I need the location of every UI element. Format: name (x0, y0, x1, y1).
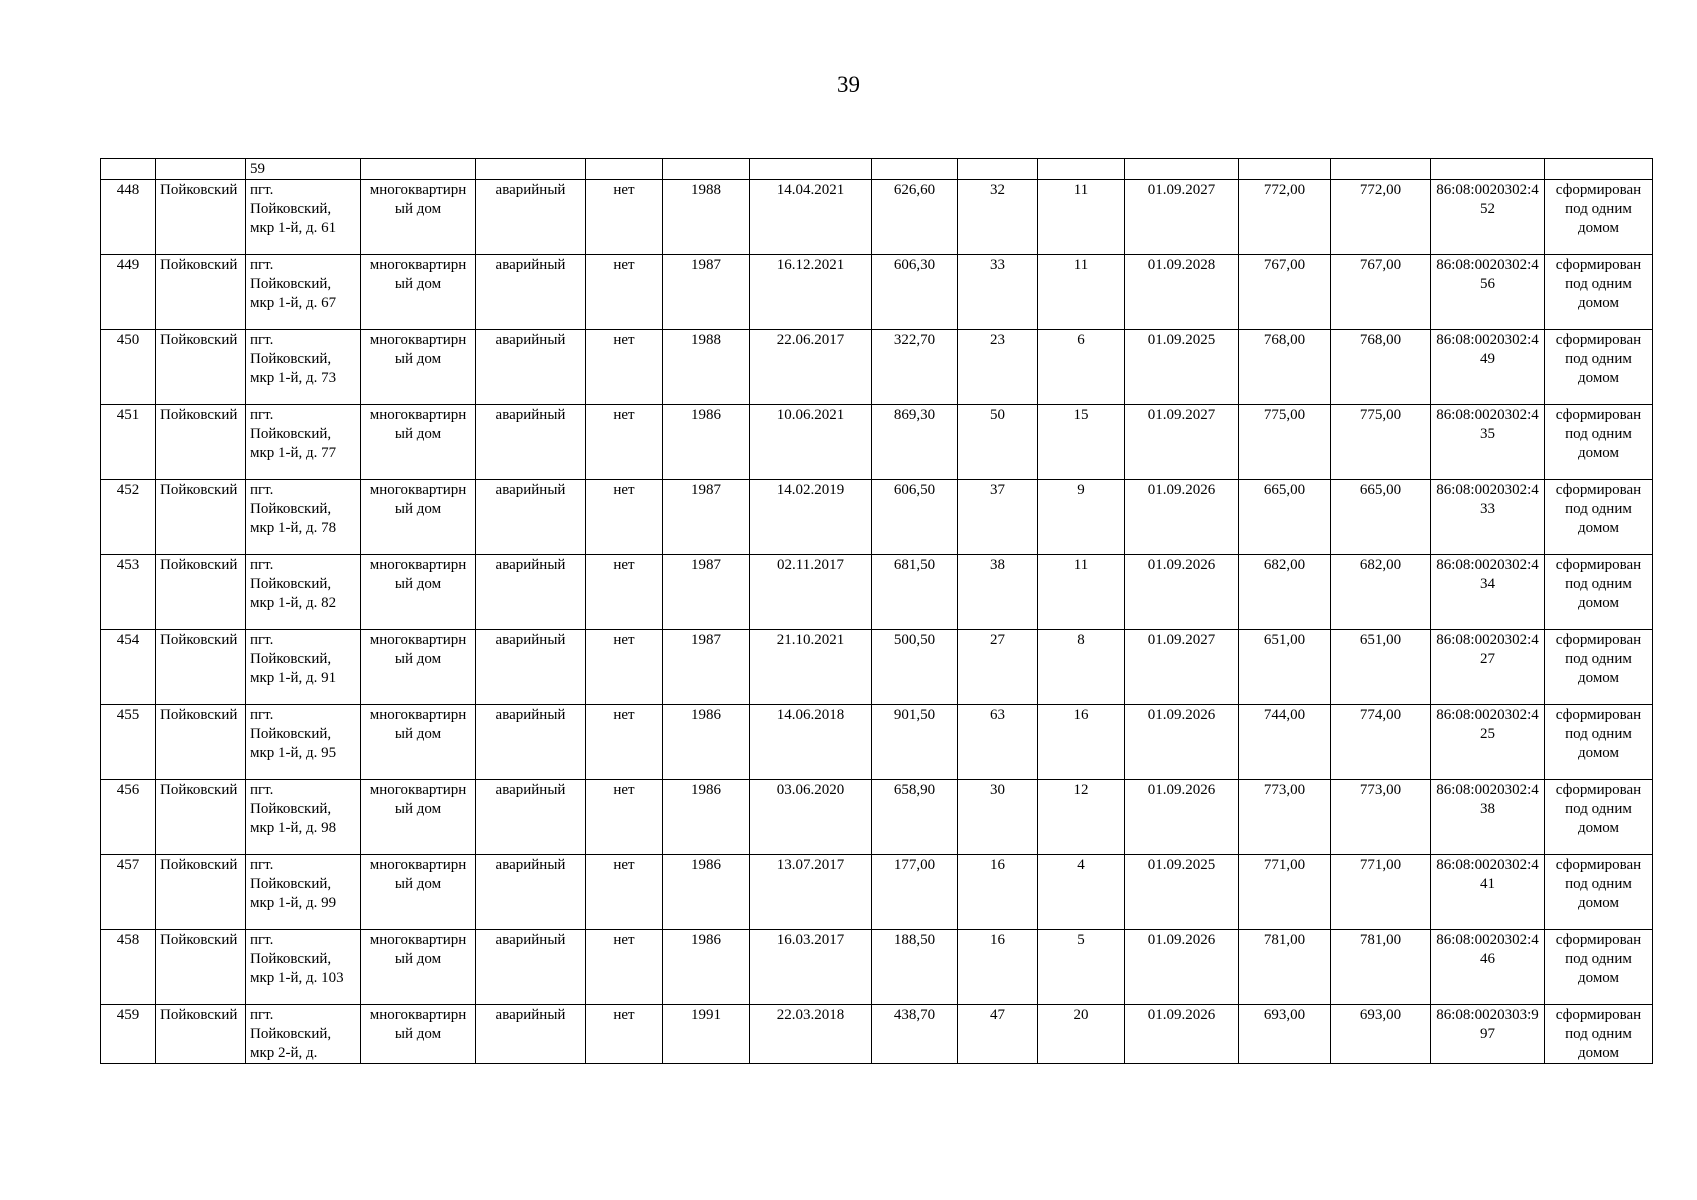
cost-cell-1: 767,00 (1239, 255, 1331, 330)
address-cell: пгт. Пойковский, мкр 1-й, д. 61 (246, 180, 361, 255)
row-number-cell: 458 (101, 930, 156, 1005)
settlement-cell: Пойковский (156, 180, 246, 255)
year-cell: 1987 (663, 555, 750, 630)
date-cell: 22.03.2018 (750, 1005, 872, 1064)
apartments-cell: 16 (1038, 705, 1125, 780)
table-row (101, 480, 1653, 555)
row-number-cell: 456 (101, 780, 156, 855)
cost-cell-1: 773,00 (1239, 780, 1331, 855)
apartments-cell: 5 (1038, 930, 1125, 1005)
building-type-cell: многоквартирный дом (361, 780, 476, 855)
residents-cell: 63 (958, 705, 1038, 780)
settlement-cell: Пойковский (156, 780, 246, 855)
cost-cell-1: 781,00 (1239, 930, 1331, 1005)
cadastral-number-cell: 86:08:0020302:433 (1431, 480, 1545, 555)
flag-cell: нет (586, 555, 663, 630)
building-type-cell: многоквартирный дом (361, 405, 476, 480)
year-cell: 1987 (663, 480, 750, 555)
flag-cell: нет (586, 1005, 663, 1064)
table-row (101, 405, 1653, 480)
page-number: 39 (837, 72, 860, 97)
table-row (101, 930, 1653, 1005)
land-plot-note-cell: сформирован под одним домом (1545, 1005, 1653, 1064)
table-row (101, 780, 1653, 855)
row-number-cell: 448 (101, 180, 156, 255)
status-cell: аварийный (476, 405, 586, 480)
cadastral-number-cell: 86:08:0020302:446 (1431, 930, 1545, 1005)
cadastral-number-cell: 86:08:0020302:427 (1431, 630, 1545, 705)
flag-cell: нет (586, 705, 663, 780)
cost-cell-2: 774,00 (1331, 705, 1431, 780)
row-number-cell: 450 (101, 330, 156, 405)
year-cell: 1986 (663, 780, 750, 855)
apartments-cell: 15 (1038, 405, 1125, 480)
address-cell: пгт. Пойковский, мкр 1-й, д. 95 (246, 705, 361, 780)
row-number-cell: 454 (101, 630, 156, 705)
cost-cell-2: 767,00 (1331, 255, 1431, 330)
table-row (101, 330, 1653, 405)
housing-registry-table (100, 158, 1653, 1064)
land-plot-note-cell: сформирован под одним домом (1545, 705, 1653, 780)
cost-cell-2: 682,00 (1331, 555, 1431, 630)
year-cell: 1991 (663, 1005, 750, 1064)
status-cell: аварийный (476, 780, 586, 855)
residents-cell: 47 (958, 1005, 1038, 1064)
date-cell: 10.06.2021 (750, 405, 872, 480)
deadline-cell: 01.09.2026 (1125, 1005, 1239, 1064)
deadline-cell: 01.09.2025 (1125, 330, 1239, 405)
land-plot-note-cell: сформирован под одним домом (1545, 855, 1653, 930)
date-cell: 16.12.2021 (750, 255, 872, 330)
address-cell: пгт. Пойковский, мкр 1-й, д. 78 (246, 480, 361, 555)
settlement-cell: Пойковский (156, 330, 246, 405)
cost-cell-1: 768,00 (1239, 330, 1331, 405)
status-cell: аварийный (476, 930, 586, 1005)
flag-cell: нет (586, 630, 663, 705)
land-plot-note-cell: сформирован под одним домом (1545, 930, 1653, 1005)
land-plot-note-cell: сформирован под одним домом (1545, 405, 1653, 480)
settlement-cell: Пойковский (156, 405, 246, 480)
cadastral-number-cell: 86:08:0020302:441 (1431, 855, 1545, 930)
cost-cell-2: 771,00 (1331, 855, 1431, 930)
cadastral-number-cell: 86:08:0020302:435 (1431, 405, 1545, 480)
apartments-cell: 11 (1038, 555, 1125, 630)
date-cell: 14.04.2021 (750, 180, 872, 255)
cost-cell-2: 781,00 (1331, 930, 1431, 1005)
table-row (101, 705, 1653, 780)
cost-cell-2: 693,00 (1331, 1005, 1431, 1064)
area-cell: 606,50 (872, 480, 958, 555)
deadline-cell: 01.09.2026 (1125, 780, 1239, 855)
table-row (101, 555, 1653, 630)
cost-cell-1: 682,00 (1239, 555, 1331, 630)
apartments-cell: 20 (1038, 1005, 1125, 1064)
cadastral-number-cell: 86:08:0020303:997 (1431, 1005, 1545, 1064)
cost-cell-2: 775,00 (1331, 405, 1431, 480)
cadastral-number-cell: 86:08:0020302:425 (1431, 705, 1545, 780)
building-type-cell: многоквартирный дом (361, 1005, 476, 1064)
address-cell: пгт. Пойковский, мкр 2-й, д. (246, 1005, 361, 1064)
cadastral-number-cell: 86:08:0020302:456 (1431, 255, 1545, 330)
residents-cell: 38 (958, 555, 1038, 630)
apartments-cell: 6 (1038, 330, 1125, 405)
status-cell: аварийный (476, 1005, 586, 1064)
row-number-cell: 453 (101, 555, 156, 630)
deadline-cell: 01.09.2026 (1125, 930, 1239, 1005)
flag-cell: нет (586, 180, 663, 255)
building-type-cell: многоквартирный дом (361, 180, 476, 255)
settlement-cell: Пойковский (156, 705, 246, 780)
cost-cell-2: 665,00 (1331, 480, 1431, 555)
apartments-cell: 11 (1038, 180, 1125, 255)
status-cell: аварийный (476, 255, 586, 330)
deadline-cell: 01.09.2028 (1125, 255, 1239, 330)
area-cell: 322,70 (872, 330, 958, 405)
apartments-cell: 8 (1038, 630, 1125, 705)
date-cell: 16.03.2017 (750, 930, 872, 1005)
flag-cell: нет (586, 780, 663, 855)
building-type-cell: многоквартирный дом (361, 480, 476, 555)
building-type-cell: многоквартирный дом (361, 255, 476, 330)
cadastral-number-cell: 86:08:0020302:452 (1431, 180, 1545, 255)
settlement-cell: Пойковский (156, 855, 246, 930)
cost-cell-1: 693,00 (1239, 1005, 1331, 1064)
row-number-cell: 452 (101, 480, 156, 555)
year-cell: 1986 (663, 855, 750, 930)
row-number-cell: 455 (101, 705, 156, 780)
area-cell: 177,00 (872, 855, 958, 930)
residents-cell: 30 (958, 780, 1038, 855)
residents-cell: 27 (958, 630, 1038, 705)
cost-cell-1: 651,00 (1239, 630, 1331, 705)
flag-cell: нет (586, 480, 663, 555)
area-cell: 606,30 (872, 255, 958, 330)
cost-cell-1: 771,00 (1239, 855, 1331, 930)
table-row (101, 855, 1653, 930)
land-plot-note-cell: сформирован под одним домом (1545, 780, 1653, 855)
building-type-cell: многоквартирный дом (361, 705, 476, 780)
date-cell: 03.06.2020 (750, 780, 872, 855)
date-cell: 14.02.2019 (750, 480, 872, 555)
apartments-cell: 11 (1038, 255, 1125, 330)
address-cell: пгт. Пойковский, мкр 1-й, д. 99 (246, 855, 361, 930)
area-cell: 901,50 (872, 705, 958, 780)
land-plot-note-cell: сформирован под одним домом (1545, 255, 1653, 330)
address-cell: пгт. Пойковский, мкр 1-й, д. 91 (246, 630, 361, 705)
apartments-cell: 12 (1038, 780, 1125, 855)
date-cell: 02.11.2017 (750, 555, 872, 630)
land-plot-note-cell: сформирован под одним домом (1545, 555, 1653, 630)
land-plot-note-cell: сформирован под одним домом (1545, 180, 1653, 255)
flag-cell: нет (586, 405, 663, 480)
land-plot-note-cell: сформирован под одним домом (1545, 630, 1653, 705)
address-cell: пгт. Пойковский, мкр 1-й, д. 67 (246, 255, 361, 330)
year-cell: 1986 (663, 705, 750, 780)
year-cell: 1988 (663, 180, 750, 255)
land-plot-note-cell: сформирован под одним домом (1545, 330, 1653, 405)
area-cell: 658,90 (872, 780, 958, 855)
residents-cell: 37 (958, 480, 1038, 555)
apartments-cell: 4 (1038, 855, 1125, 930)
deadline-cell: 01.09.2026 (1125, 555, 1239, 630)
residents-cell: 23 (958, 330, 1038, 405)
cost-cell-2: 768,00 (1331, 330, 1431, 405)
settlement-cell: Пойковский (156, 255, 246, 330)
status-cell: аварийный (476, 555, 586, 630)
table-row (101, 180, 1653, 255)
residents-cell: 33 (958, 255, 1038, 330)
building-type-cell: многоквартирный дом (361, 630, 476, 705)
address-cell: пгт. Пойковский, мкр 1-й, д. 77 (246, 405, 361, 480)
cost-cell-2: 772,00 (1331, 180, 1431, 255)
year-cell: 1986 (663, 930, 750, 1005)
cadastral-number-cell: 86:08:0020302:438 (1431, 780, 1545, 855)
address-cell: пгт. Пойковский, мкр 1-й, д. 103 (246, 930, 361, 1005)
row-number-cell: 459 (101, 1005, 156, 1064)
continuation-row (101, 159, 1653, 180)
deadline-cell: 01.09.2026 (1125, 480, 1239, 555)
date-cell: 13.07.2017 (750, 855, 872, 930)
area-cell: 438,70 (872, 1005, 958, 1064)
settlement-cell: Пойковский (156, 930, 246, 1005)
land-plot-note-cell: сформирован под одним домом (1545, 480, 1653, 555)
table-row (101, 1005, 1653, 1064)
residents-cell: 32 (958, 180, 1038, 255)
status-cell: аварийный (476, 855, 586, 930)
building-type-cell: многоквартирный дом (361, 855, 476, 930)
area-cell: 681,50 (872, 555, 958, 630)
deadline-cell: 01.09.2026 (1125, 705, 1239, 780)
building-type-cell: многоквартирный дом (361, 930, 476, 1005)
cost-cell-2: 651,00 (1331, 630, 1431, 705)
deadline-cell: 01.09.2025 (1125, 855, 1239, 930)
address-cell: пгт. Пойковский, мкр 1-й, д. 82 (246, 555, 361, 630)
row-number-cell: 451 (101, 405, 156, 480)
cost-cell-1: 772,00 (1239, 180, 1331, 255)
year-cell: 1987 (663, 630, 750, 705)
status-cell: аварийный (476, 705, 586, 780)
deadline-cell: 01.09.2027 (1125, 405, 1239, 480)
table-body (101, 159, 1653, 1064)
area-cell: 500,50 (872, 630, 958, 705)
cadastral-number-cell: 86:08:0020302:434 (1431, 555, 1545, 630)
table-row (101, 255, 1653, 330)
building-type-cell: многоквартирный дом (361, 330, 476, 405)
date-cell: 21.10.2021 (750, 630, 872, 705)
status-cell: аварийный (476, 330, 586, 405)
flag-cell: нет (586, 930, 663, 1005)
area-cell: 188,50 (872, 930, 958, 1005)
row-number-cell: 457 (101, 855, 156, 930)
flag-cell: нет (586, 855, 663, 930)
address-continuation-cell: 59 (246, 159, 361, 180)
date-cell: 22.06.2017 (750, 330, 872, 405)
settlement-cell: Пойковский (156, 1005, 246, 1064)
address-cell: пгт. Пойковский, мкр 1-й, д. 73 (246, 330, 361, 405)
residents-cell: 50 (958, 405, 1038, 480)
year-cell: 1988 (663, 330, 750, 405)
status-cell: аварийный (476, 180, 586, 255)
address-cell: пгт. Пойковский, мкр 1-й, д. 98 (246, 780, 361, 855)
table-row (101, 630, 1653, 705)
deadline-cell: 01.09.2027 (1125, 180, 1239, 255)
cadastral-number-cell: 86:08:0020302:449 (1431, 330, 1545, 405)
settlement-cell: Пойковский (156, 480, 246, 555)
flag-cell: нет (586, 330, 663, 405)
settlement-cell: Пойковский (156, 555, 246, 630)
year-cell: 1987 (663, 255, 750, 330)
cost-cell-1: 744,00 (1239, 705, 1331, 780)
area-cell: 626,60 (872, 180, 958, 255)
flag-cell: нет (586, 255, 663, 330)
apartments-cell: 9 (1038, 480, 1125, 555)
residents-cell: 16 (958, 855, 1038, 930)
date-cell: 14.06.2018 (750, 705, 872, 780)
row-number-cell: 449 (101, 255, 156, 330)
building-type-cell: многоквартирный дом (361, 555, 476, 630)
year-cell: 1986 (663, 405, 750, 480)
settlement-cell: Пойковский (156, 630, 246, 705)
cost-cell-1: 775,00 (1239, 405, 1331, 480)
cost-cell-1: 665,00 (1239, 480, 1331, 555)
area-cell: 869,30 (872, 405, 958, 480)
status-cell: аварийный (476, 630, 586, 705)
status-cell: аварийный (476, 480, 586, 555)
deadline-cell: 01.09.2027 (1125, 630, 1239, 705)
residents-cell: 16 (958, 930, 1038, 1005)
cost-cell-2: 773,00 (1331, 780, 1431, 855)
